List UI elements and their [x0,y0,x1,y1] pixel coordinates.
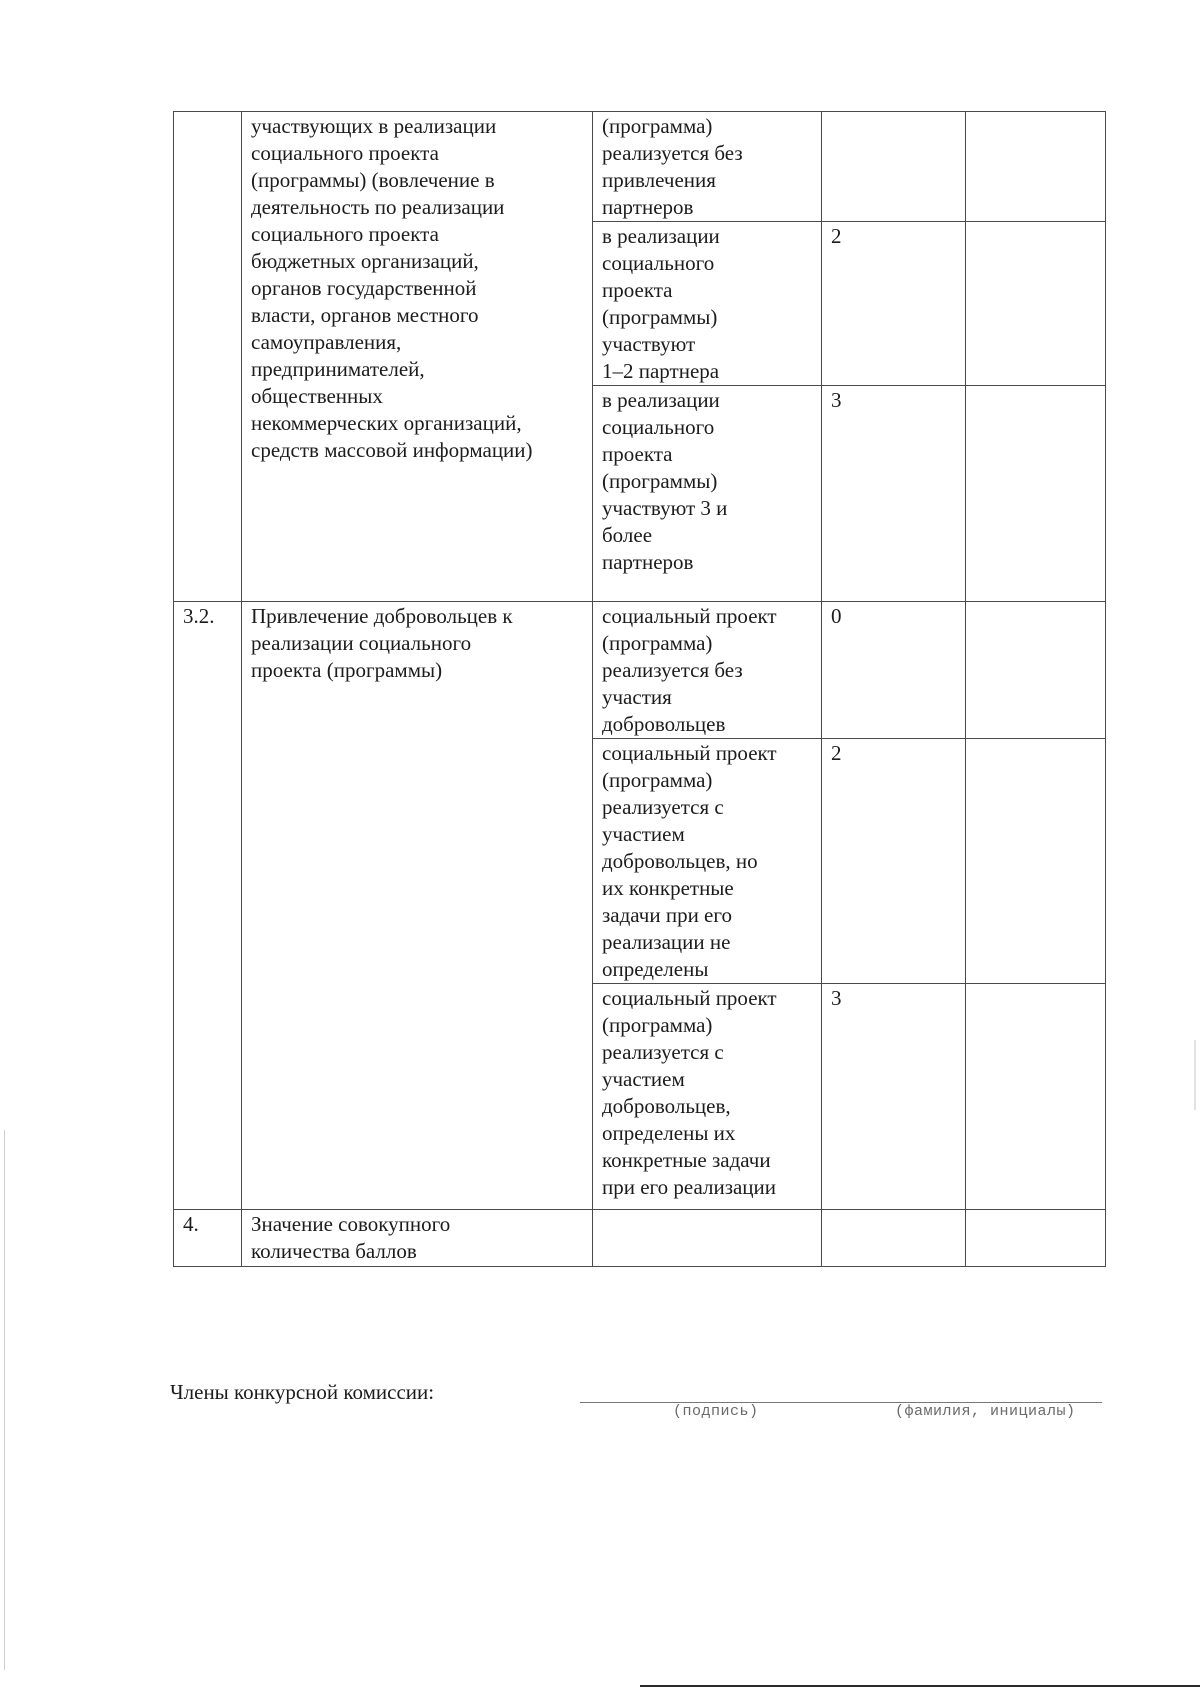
points-cell: 3 [822,984,966,1210]
points-cell [822,112,966,222]
score-cell [966,112,1106,222]
table-row [174,602,1106,739]
scan-artifact-bottom [640,1685,1200,1687]
name-caption: (фамилия, инициалы) [895,1403,1076,1420]
scan-artifact-right [1194,1040,1196,1110]
points-cell: 0 [822,602,966,739]
score-cell [966,1210,1106,1267]
commission-members-label: Члены конкурсной комиссии: [170,1380,435,1404]
criterion-number-cell [174,112,242,602]
criterion-name-cell: участвующих в реализации социального проекта (программы) (вовлечение в деятельность по реализации социального проекта бюджетных организаций, органов государственной власти, органов местного самоуправления, предпринимателей, общественных некоммерческих организаций, средств массовой информации) [242,112,593,602]
score-cell [966,739,1106,984]
criterion-option-cell: социальный проект (программа) реализуется без участия добровольцев [593,602,822,739]
criterion-number-cell: 3.2. [174,602,242,1210]
scan-artifact-left [4,1130,5,1670]
criterion-option-cell [593,1210,822,1267]
points-cell [822,1210,966,1267]
points-cell: 3 [822,386,966,602]
score-cell [966,602,1106,739]
table-row [174,1210,1106,1267]
criterion-option-cell: (программа) реализуется без привлечения партнеров [593,112,822,222]
signature-caption: (подпись) [673,1403,759,1420]
score-cell [966,222,1106,386]
criterion-number-cell: 4. [174,1210,242,1267]
criterion-option-cell: в реализации социального проекта (программы) участвуют 3 и более партнеров [593,386,822,602]
score-cell [966,386,1106,602]
evaluation-criteria-table [173,111,1106,1267]
score-cell [966,984,1106,1210]
table-row [174,112,1106,222]
criterion-option-cell: в реализации социального проекта (программы) участвуют 1–2 партнера [593,222,822,386]
criterion-name-cell: Привлечение добровольцев к реализации социального проекта (программы) [242,602,593,1210]
points-cell: 2 [822,222,966,386]
points-cell: 2 [822,739,966,984]
criterion-name-cell: Значение совокупного количества баллов [242,1210,593,1267]
criterion-option-cell: социальный проект (программа) реализуется с участием добровольцев, определены их конкретные задачи при его реализации [593,984,822,1210]
criterion-option-cell: социальный проект (программа) реализуется с участием добровольцев, но их конкретные задачи при его реализации не определены [593,739,822,984]
